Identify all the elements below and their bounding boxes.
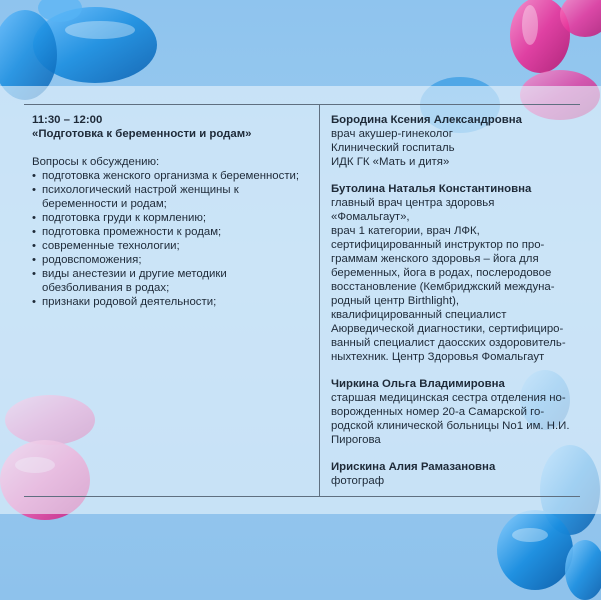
speaker-line: родской клинической больницы No1 им. Н.И. — [331, 420, 570, 432]
speaker-line: сертифицированный инструктор по про- — [331, 239, 545, 251]
speaker-name: Ирискина Алия Рамазановна — [331, 461, 496, 473]
speaker-line: старшая медицинская сестра отделения но- — [331, 392, 566, 404]
speakers-column — [331, 113, 581, 501]
session-title: «Подготовка к беременности и родам» — [32, 128, 252, 140]
session-time: 11:30 – 12:00 — [32, 114, 103, 126]
topic-item: • психологический настрой женщины к беременности и родам; — [32, 183, 312, 211]
speaker-line: квалифицированный специалист — [331, 309, 507, 321]
speaker-line: Аюрведической диагностики, сертифициро- — [331, 323, 564, 335]
top-rule-left — [24, 104, 319, 105]
speaker-line: восстановление (Кембриджский междуна- — [331, 281, 555, 293]
topic-item: • подготовка груди к кормлению; — [32, 211, 312, 225]
speaker-line: «Фомальгаут», — [331, 211, 410, 223]
speaker-line: ванный специалист даосских оздоровитель- — [331, 337, 566, 349]
speaker-chirkina — [331, 377, 581, 447]
speaker-line: фотограф — [331, 475, 385, 487]
speaker-borodina — [331, 113, 581, 169]
speaker-iriskina — [331, 460, 581, 488]
speaker-line: Пирогова — [331, 434, 381, 446]
topic-item: • подготовка промежности к родам; — [32, 225, 312, 239]
speaker-line: граммам женского здоровья – йога для — [331, 253, 539, 265]
speaker-line: ворожденных номер 20-а Самарской го- — [331, 406, 545, 418]
speaker-line: врач 1 категории, врач ЛФК, — [331, 225, 480, 237]
speaker-name: Бородина Ксения Александровна — [331, 114, 522, 126]
topic-item: • виды анестезии и другие методики обезболивания в родах; — [32, 267, 312, 295]
topics-heading: Вопросы к обсуждению: — [32, 156, 160, 168]
speaker-line: врач акушер-гинеколог — [331, 128, 453, 140]
top-rule-right — [320, 104, 580, 105]
speaker-line: беременных, йога в родах, послеродовое — [331, 267, 552, 279]
topics-list — [32, 169, 312, 309]
speaker-name: Чиркина Ольга Владимировна — [331, 378, 505, 390]
speaker-line: ныхтехник. Центр Здоровья Фомальгаут — [331, 351, 545, 363]
topic-item: • современные технологии; — [32, 239, 312, 253]
column-divider — [319, 104, 320, 496]
topic-item: • подготовка женского организма к беременности; — [32, 169, 312, 183]
speaker-line: главный врач центра здоровья — [331, 197, 495, 209]
session-column — [32, 113, 312, 309]
speaker-name: Бутолина Наталья Константиновна — [331, 183, 532, 195]
speaker-line: родный центр Birthlight), — [331, 295, 460, 307]
speaker-line: Клинический госпиталь — [331, 142, 455, 154]
speaker-line: ИДК ГК «Мать и дитя» — [331, 156, 450, 168]
speaker-butolina — [331, 182, 581, 364]
topic-item: • родовспоможения; — [32, 253, 312, 267]
topic-item: • признаки родовой деятельности; — [32, 295, 312, 309]
